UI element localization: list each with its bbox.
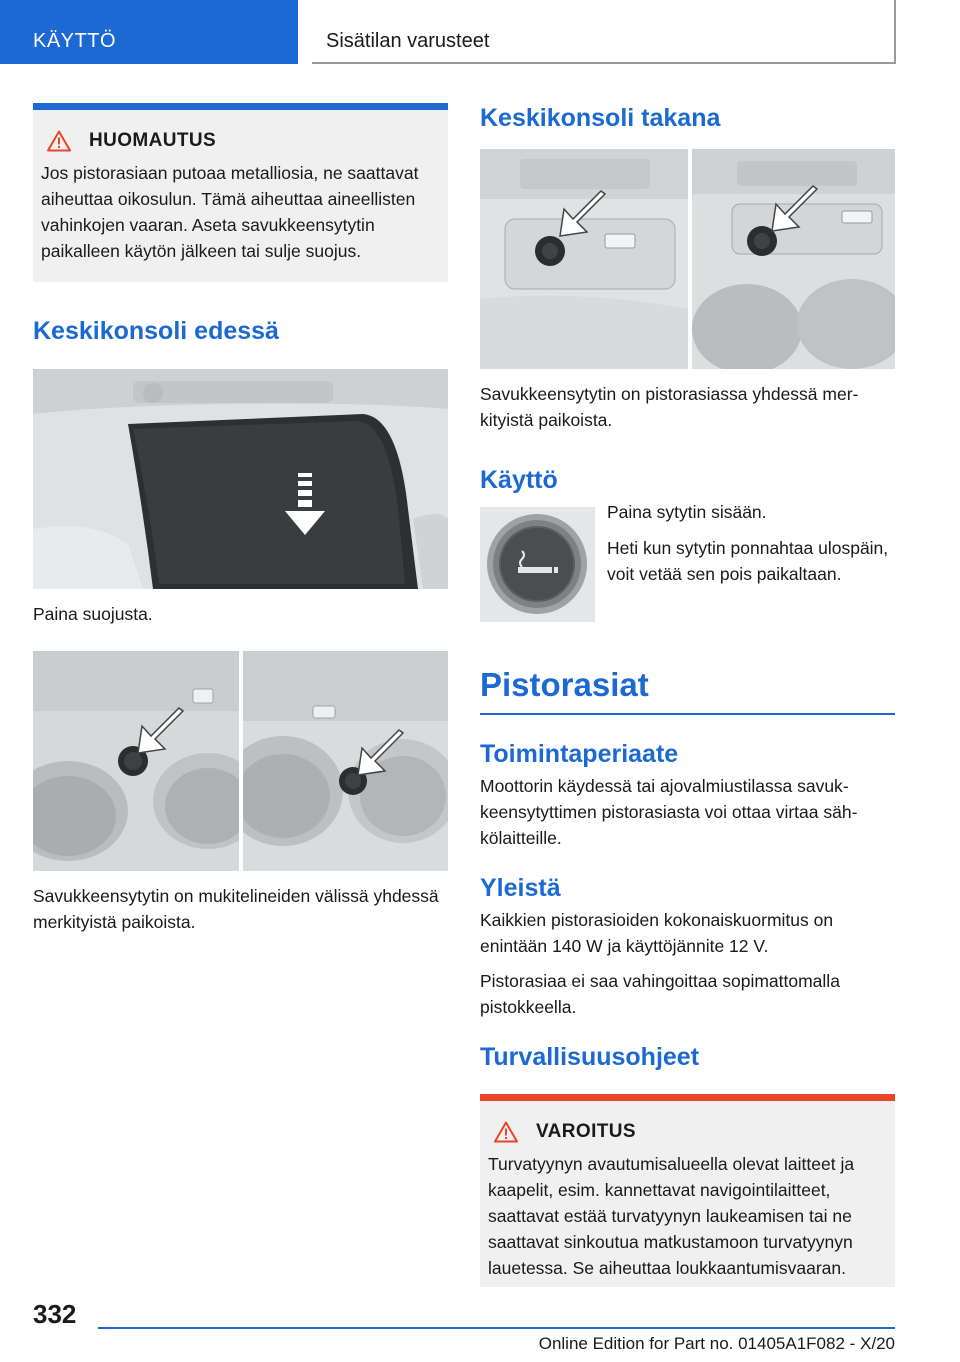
warning-triangle-icon: [47, 130, 71, 152]
image-cupholder-left: [33, 651, 239, 871]
notice-box: [33, 103, 448, 282]
caption-cupholders: Savukkeensytytin on mukitelineiden välissä yhdessä merkityistä paikoista.: [33, 886, 439, 932]
warning-body: Turvatyynyn avautumisalueella olevat laitteet ja kaapelit, esim. kannettavat navigointilaitteet, saattavat estää turvatyynyn laukeamisen tai ne saattavat sinkoutua matkustamoon turvatyynyn lauetessa. Se aiheuttaa loukkaantumisvaaran.: [488, 1154, 855, 1278]
caption-rear-console: Savukkeensytytin on pistorasiassa yhdessä merkityistä paikoista.: [480, 384, 859, 430]
image-cupholders-pair: [33, 651, 448, 871]
warning-triangle-icon: [494, 1121, 518, 1143]
footer-edition: Online Edition for Part no. 01405A1F082 - X/20: [538, 1334, 895, 1353]
header-chapter-title: Sisätilan varusteet: [312, 0, 896, 64]
left-column: [33, 103, 448, 935]
notice-title: HUOMAUTUS: [89, 130, 217, 151]
image-lighter: [480, 507, 595, 622]
heading-rule: [480, 713, 895, 715]
header-section-tab: KÄYTTÖ: [0, 0, 298, 64]
footer-rule: [98, 1327, 895, 1329]
image-front-console-cover: [33, 369, 448, 589]
heading-use: Käyttö: [480, 466, 558, 494]
heading-sockets: Pistorasiat: [480, 666, 649, 703]
heading-rear-console: Keskikonsoli takana: [480, 104, 721, 132]
heading-safety: Turvallisuusohjeet: [480, 1043, 700, 1071]
use-block: [480, 497, 895, 627]
caption-press-cover: Paina suojusta.: [33, 604, 153, 624]
warning-title: VAROITUS: [536, 1121, 636, 1142]
principle-text: Moottorin käydessä tai ajovalmiustilassa savukkeensytyttimen pistorasiasta voi ottaa virtaa sähkölaitteille.: [480, 776, 858, 848]
use-step-1: Paina sytytin sisään.: [607, 502, 767, 522]
image-rear-console-left: [480, 149, 688, 369]
page-number: 332: [33, 1299, 77, 1329]
right-column: [480, 103, 895, 1287]
general-text-2: Pistorasiaa ei saa vahingoittaa sopimattomalla pistokkeella.: [480, 971, 840, 1017]
heading-front-console: Keskikonsoli edessä: [33, 317, 279, 345]
use-step-2: Heti kun sytytin ponnahtaa ulospäin, voit vetää sen pois paikaltaan.: [607, 538, 889, 584]
warning-box: [480, 1094, 895, 1287]
image-rear-console-pair: [480, 149, 895, 369]
image-cupholder-right: [243, 651, 448, 871]
notice-body: Jos pistorasiaan putoaa metalliosia, ne saattavat aiheuttaa oikosulun. Tämä aiheuttaa aineellisten vahinkojen vaaran. Aseta savukkeensytytin paikalleen käytön jälkeen tai sulje suojus.: [41, 163, 419, 261]
general-text-1: Kaikkien pistorasioiden kokonaiskuormitus on enintään 140 W ja käyttöjännite 12 V.: [480, 910, 834, 956]
heading-general: Yleistä: [480, 874, 561, 902]
image-rear-console-right: [692, 149, 895, 369]
heading-principle: Toimintaperiaate: [480, 740, 679, 768]
